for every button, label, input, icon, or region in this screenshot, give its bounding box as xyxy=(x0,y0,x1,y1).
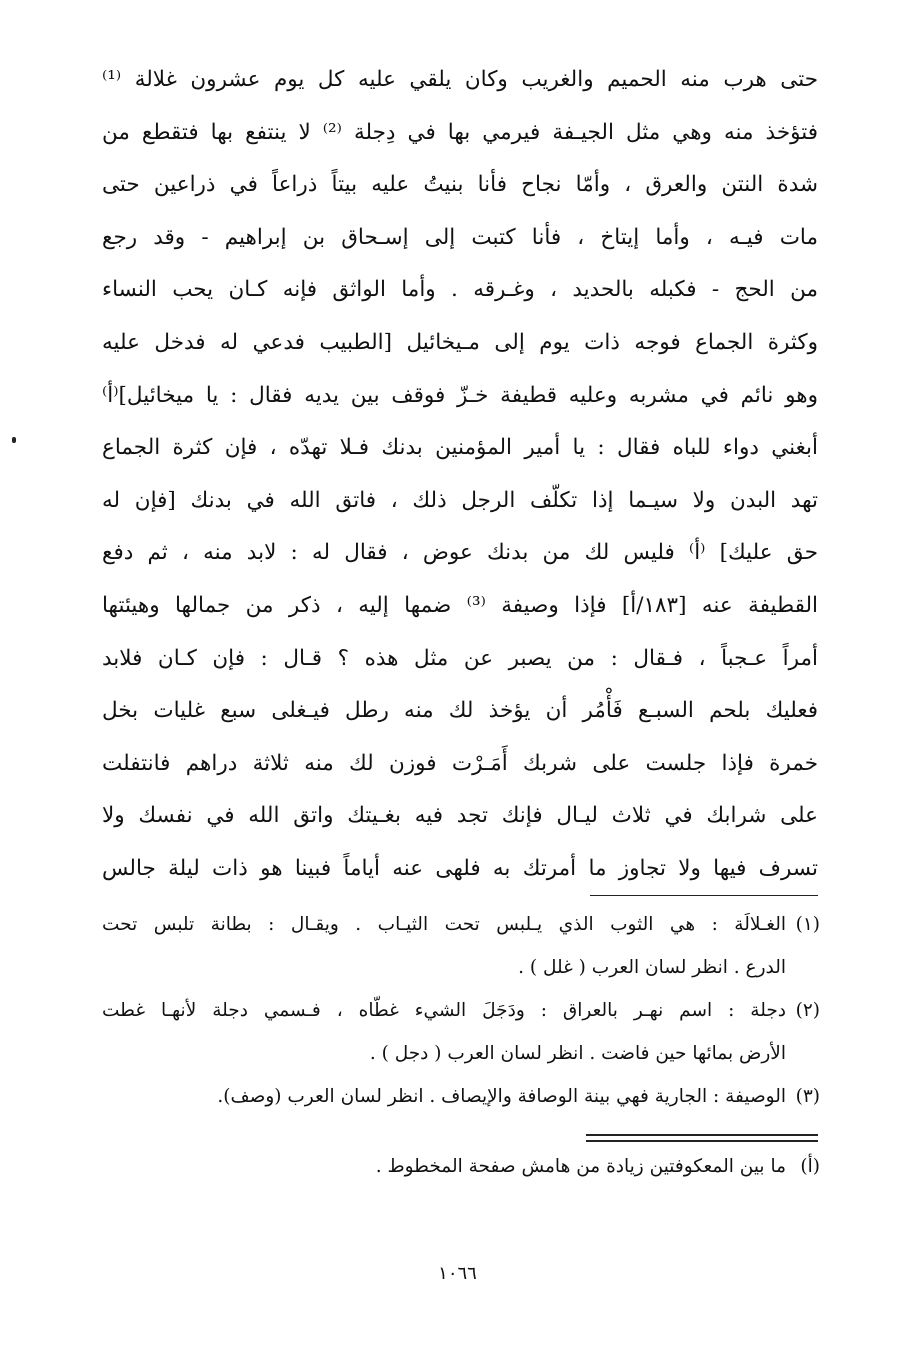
editor-note-number: (أ) xyxy=(800,1156,820,1177)
footnote-body xyxy=(102,903,786,989)
text-line: وكثرة الجماع فوجه ذات يوم إلى مـيخائيل [الطبيب فدعي له فدخل عليه xyxy=(102,329,818,355)
text-line: من الحج - فكبله بالحديد ، وغـرقه . وأما الواثق فإنه كـان يحب النساء xyxy=(102,277,818,303)
footnote-separator xyxy=(590,895,818,896)
editor-note-separator-top xyxy=(586,1134,818,1136)
text-line: حتى هرب منه الحميم والغريب وكان يلقي عليه كل يوم عشرون غلالة ⁽¹⁾ xyxy=(102,67,818,92)
footnote-number: (٢) xyxy=(795,1000,820,1021)
text-line: تهد البدن ولا سيـما إذا تكلّف الرجل ذلك ، فاتق الله في بدنك [فإن له xyxy=(102,487,818,513)
text-line: على شرابك في ثلاث ليـال فإنك تجد فيه بغـيتك واتق الله في نفسك ولا xyxy=(102,803,818,829)
footnote-1 xyxy=(102,903,820,989)
text-line: فعليك بلحم السبـع فَأْمُر أن يؤخذ لك منه رطل فيـغلى سبع غليات بخل xyxy=(102,698,818,724)
editor-note-separator-bottom xyxy=(586,1140,818,1142)
footnotes xyxy=(102,903,820,1118)
text-line: شدة النتن والعرق ، وأمّا نجاح فأنا بنيتُ عليه بيتاً ذراعاً في ذراعين حتى xyxy=(102,172,818,198)
text-line: القطيفة عنه [١٨٣/أ] فإذا وصيفة ⁽³⁾ ضمها إليه ، ذكر من جمالها وهيئتها xyxy=(102,592,818,618)
footnote-line: الدرع . انظر لسان العرب ( غلل ) . xyxy=(518,957,786,978)
page-number: ١٠٦٦ xyxy=(438,1263,477,1284)
footnote-2 xyxy=(102,989,820,1075)
text-line: مات فيـه ، وأما إيتاخ ، فأنا كتبت إلى إسـحاق بن إبراهيم - وقد رجع xyxy=(102,224,818,250)
footnote-line: الأرض بمائها حين فاضت . انظر لسان العرب ( دجل ) . xyxy=(369,1043,786,1064)
footnote-3 xyxy=(102,1075,820,1118)
footnote-body xyxy=(102,989,786,1075)
footnote-body xyxy=(102,1075,786,1118)
text-line: خمرة فإذا جلست على شربك أَمَـرْت فوزن لك منه ثلاثة دراهم فانتفلت xyxy=(102,750,818,776)
footnote-line: الغـلالَة : هي الثوب الذي يـلبس تحت الثيـاب . ويقـال : بطانة تلبس تحت xyxy=(102,914,786,935)
text-line: أمراً عـجباً ، فـقال : من يصبر عن مثل هذه ؟ قـال : فإن كـان فلابد xyxy=(102,645,818,671)
margin-mark xyxy=(12,437,16,443)
footnote-number: (١) xyxy=(795,914,820,935)
footnote-number: (٣) xyxy=(795,1086,820,1107)
text-line: حق عليك] ⁽أ⁾ فليس لك من بدنك عوض ، فقال له : لابد منه ، ثم دفع xyxy=(102,540,818,566)
editor-note xyxy=(102,1145,820,1188)
footnote-line: دجلة : اسم نهـر بالعراق : ودَجَلَ الشيء غطّاه ، فـسمي دجلة لأنهـا غطت xyxy=(102,1000,786,1021)
main-text xyxy=(102,54,818,896)
text-line: أبغني دواء للباه فقال : يا أمير المؤمنين بدنك فـلا تهدّه ، فإن كثرة الجماع xyxy=(102,435,818,461)
editor-note-text: ما بين المعكوفتين زيادة من هامش صفحة المخطوط . xyxy=(375,1156,786,1177)
text-line: فتؤخذ منه وهي مثل الجيـفة فيرمي بها في دِجلة ⁽²⁾ لا ينتفع بها فتقطع من xyxy=(102,119,818,145)
text-line: وهو نائم في مشربه وعليه قطيفة خـزّ فوقف بين يديه فقال : يا ميخائيل]⁽أ⁾ xyxy=(102,382,818,408)
footnote-line: الوصيفة : الجارية فهي بينة الوصافة والإيصاف . انظر لسان العرب (وصف). xyxy=(217,1086,786,1107)
text-line: تسرف فيها ولا تجاوز ما أمرتك به فلهى عنه أياماً فبينا هو ذات ليلة جالس xyxy=(102,855,818,881)
